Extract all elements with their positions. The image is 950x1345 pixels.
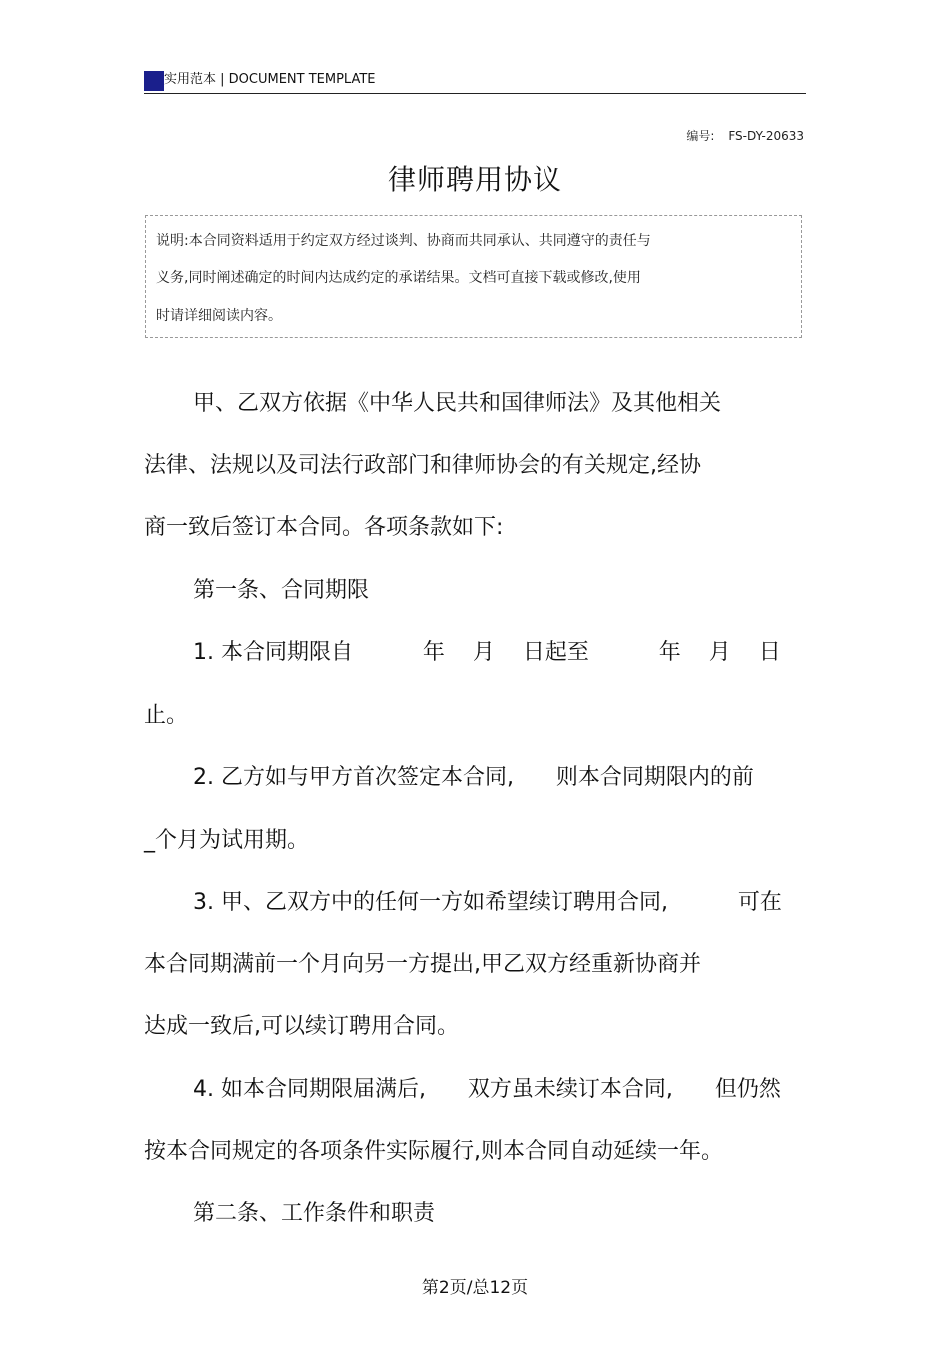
page-footer: 第2页/总12页 [421,1278,529,1298]
description-line-2: 义务,同时阐述确定的时间内达成约定的承诺结果。文档可直接下载或修改,使用 [156,270,641,286]
body-line: 本合同期满前一个月向另一方提出,甲乙双方经重新协商并 [144,952,701,977]
body-line: 按本合同规定的各项条件实际履行,则本合同自动延续一年。 [144,1139,723,1164]
body-line: 法律、法规以及司法行政部门和律师协会的有关规定,经协 [144,453,701,478]
section-heading: 第一条、合同期限 [193,578,370,603]
description-line-3: 时请详细阅读内容。 [156,308,282,324]
section-heading: 第二条、工作条件和职责 [193,1201,436,1226]
document-number-label: 编号: [686,129,715,143]
body-line: _个月为试用期。 [144,828,310,853]
body-line: 达成一致后,可以续订聘用合同。 [144,1014,459,1039]
document-number [686,127,804,144]
body-line: 甲、乙双方依据《中华人民共和国律师法》及其他相关 [193,391,722,416]
document-title: 律师聘用协议 [387,163,562,196]
body-line: 2. 乙方如与甲方首次签定本合同, 则本合同期限内的前 [193,765,754,790]
body-line: 止。 [144,703,189,728]
body-line: 3. 甲、乙双方中的任何一方如希望续订聘用合同, 可在 [193,890,782,915]
body-line: 4. 如本合同期限届满后, 双方虽未续订本合同, 但仍然 [193,1077,781,1102]
header-title: 实用范本 | DOCUMENT TEMPLATE [164,72,376,87]
body-line: 商一致后签订本合同。各项条款如下: [144,515,504,540]
document-header [144,70,806,94]
body-line: 1. 本合同期限自 年 月 日起至 年 月 日 [193,640,781,665]
document-number-value: FS-DY-20633 [728,129,804,143]
template-logo-icon [144,71,164,91]
description-line-1: 说明:本合同资料适用于约定双方经过谈判、协商而共同承认、共同遵守的责任与 [156,233,651,249]
description-box [145,215,802,338]
